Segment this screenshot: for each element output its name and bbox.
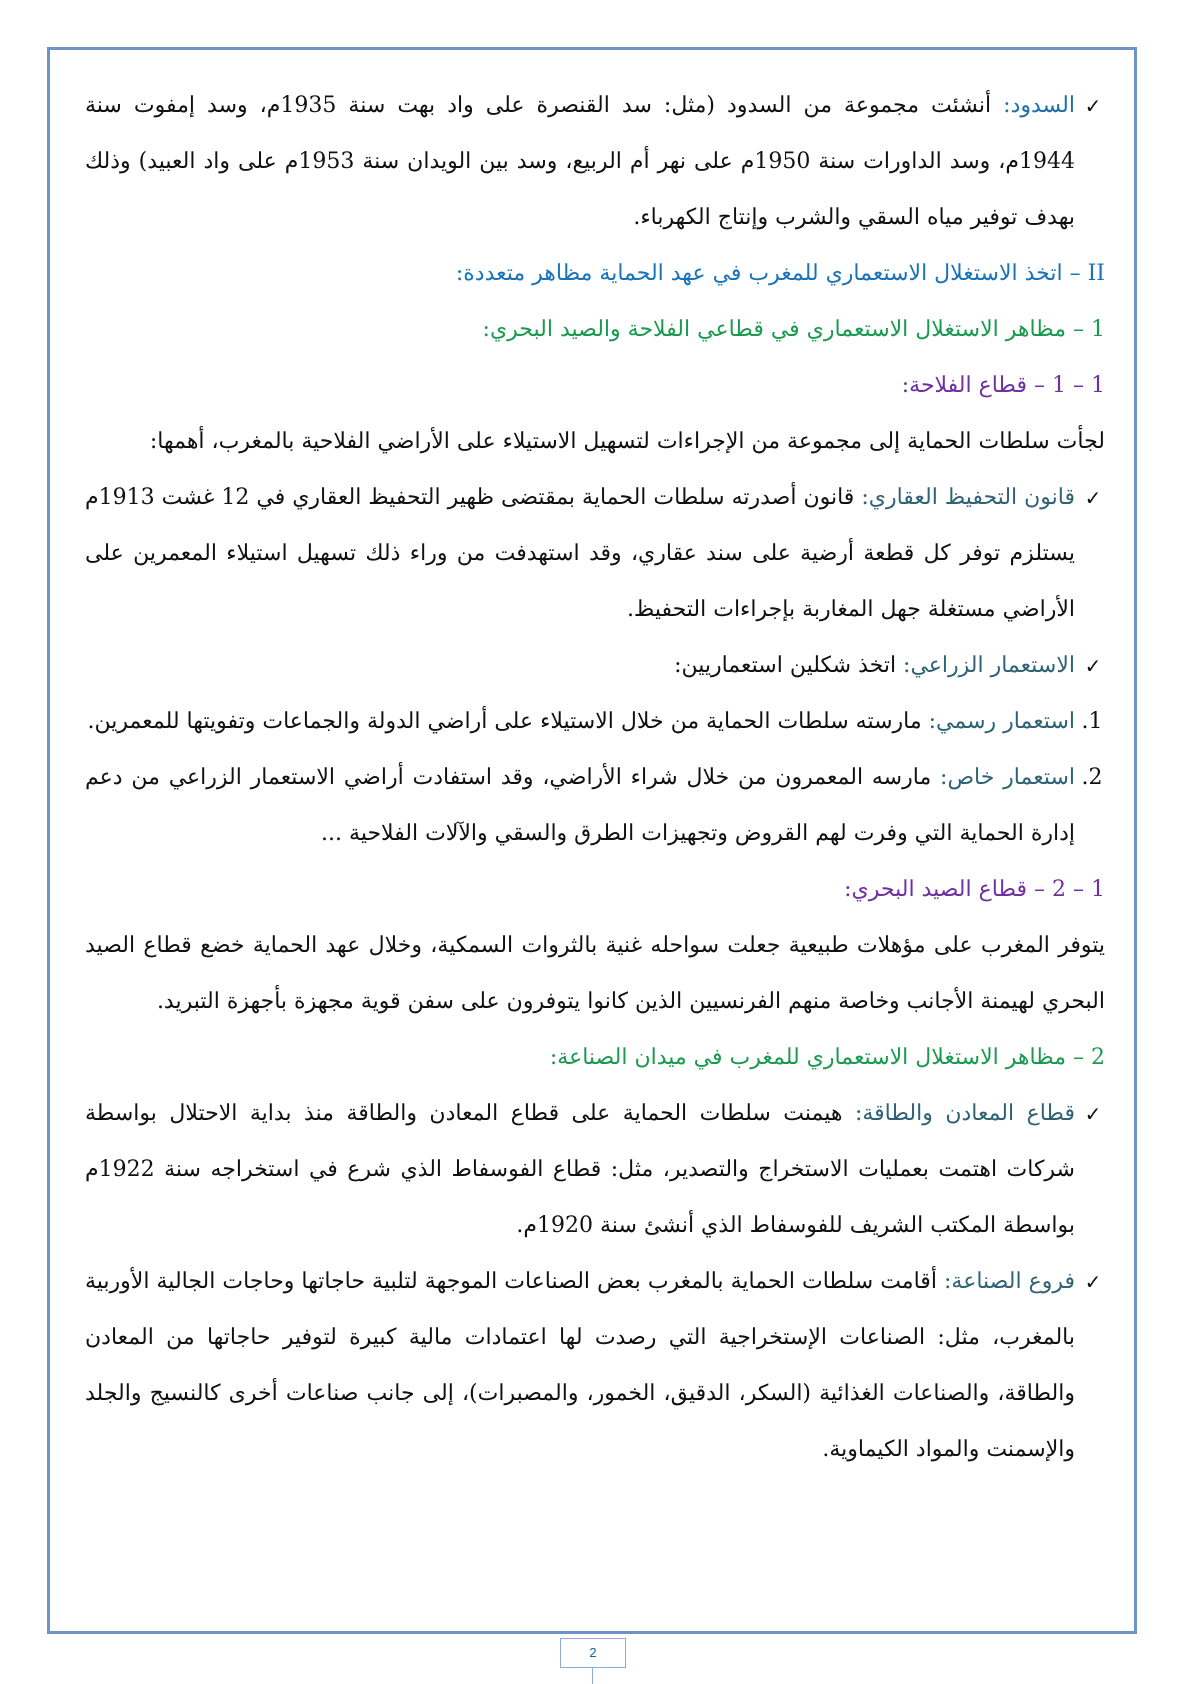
item-text: أقامت سلطات الحماية بالمغرب بعض الصناعات الموجهة لتلبية حاجاتها وحاجات الجالية الأوربية بالمغرب، مثل: الصناعات الإستخراجية التي رصدت لها اعتمادات مالية كبيرة لتوفير حاجاتها من المعادن والطاقة، والصناعات الغذائية (السكر، الدقيق، الخمور، والمصبرات)، إلى جانب صناعات أخرى كالنسيج والجلد والإسمنت والمواد الكيماوية.	[85, 1269, 1075, 1462]
item-term: السدود:	[1003, 93, 1075, 118]
section-heading: 1 – 2 – قطاع الصيد البحري:	[844, 877, 1105, 902]
item-term: قطاع المعادن والطاقة:	[854, 1101, 1075, 1126]
paragraph: لجأت سلطات الحماية إلى مجموعة من الإجراءات لتسهيل الاستيلاء على الأراضي الفلاحية بالمغرب، أهمها:	[149, 429, 1105, 454]
document-body	[85, 78, 1105, 1478]
numbered-item	[85, 694, 1105, 750]
section-heading: 1 – 1 – قطاع الفلاحة:	[901, 373, 1105, 398]
item-term: استعمار رسمي:	[928, 709, 1075, 734]
item-term: استعمار خاص:	[940, 765, 1076, 790]
checkmark-icon: ✓	[1084, 486, 1102, 510]
section-heading: II – اتخذ الاستغلال الاستعماري للمغرب في عهد الحماية مظاهر متعددة:	[455, 261, 1105, 286]
numbered-item	[85, 750, 1105, 862]
paragraph: يتوفر المغرب على مؤهلات طبيعية جعلت سواحله غنية بالثروات السمكية، وخلال عهد الحماية خضع قطاع الصيد البحري لهيمنة الأجانب وخاصة منهم الفرنسيين الذين كانوا يتوفرون على سفن قوية مجهزة بأجهزة التبريد.	[85, 933, 1105, 1014]
item-text: مارسه المعمرون من خلال شراء الأراضي، وقد استفادت أراضي الاستعمار الزراعي من دعم إدارة الحماية التي وفرت لهم القروض وتجهيزات الطرق والسقي والآلات الفلاحية ...	[85, 765, 1075, 846]
checkmark-icon: ✓	[1084, 654, 1102, 678]
checkmark-icon: ✓	[1084, 94, 1102, 118]
item-text: مارسته سلطات الحماية من خلال الاستيلاء على أراضي الدولة والجماعات وتفويتها للمعمرين.	[87, 709, 929, 734]
checklist-item	[85, 470, 1105, 638]
item-term: فروع الصناعة:	[943, 1269, 1076, 1294]
checkmark-icon: ✓	[1084, 1270, 1102, 1294]
section-heading: 2 – مظاهر الاستغلال الاستعماري للمغرب في ميدان الصناعة:	[549, 1045, 1105, 1070]
item-text: اتخذ شكلين استعماريين:	[674, 653, 904, 678]
item-term: قانون التحفيظ العقاري:	[861, 485, 1075, 510]
page-number-tick	[592, 1668, 593, 1684]
checklist-item	[85, 1086, 1105, 1254]
page-number: 2	[560, 1638, 626, 1668]
item-text: قانون أصدرته سلطات الحماية بمقتضى ظهير التحفيظ العقاري في 12 غشت 1913م يستلزم توفر كل قطعة أرضية على سند عقاري، وقد استهدفت من وراء ذلك تسهيل استيلاء المعمرين على الأراضي مستغلة جهل المغاربة بإجراءات التحفيظ.	[85, 485, 1075, 622]
section-heading: 1 – مظاهر الاستغلال الاستعماري في قطاعي الفلاحة والصيد البحري:	[482, 317, 1105, 342]
item-term: الاستعمار الزراعي:	[903, 653, 1075, 678]
item-number: 1.	[1081, 709, 1103, 734]
checklist-item	[85, 638, 1105, 694]
item-number: 2.	[1081, 765, 1103, 790]
item-text: هيمنت سلطات الحماية على قطاع المعادن والطاقة منذ بداية الاحتلال بواسطة شركات اهتمت بعمليات الاستخراج والتصدير، مثل: قطاع الفوسفاط الذي شرع في استخراجه سنة 1922م بواسطة المكتب الشريف للفوسفاط الذي أنشئ سنة 1920م.	[85, 1101, 1075, 1238]
checklist-item	[85, 1254, 1105, 1478]
checkmark-icon: ✓	[1084, 1102, 1102, 1126]
checklist-item	[85, 78, 1105, 246]
item-text: أنشئت مجموعة من السدود (مثل: سد القنصرة على واد بهت سنة 1935م، وسد إمفوت سنة 1944م، وسد الداورات سنة 1950م على نهر أم الربيع، وسد بين الويدان سنة 1953م على واد العبيد) وذلك بهدف توفير مياه السقي والشرب وإنتاج الكهرباء.	[85, 93, 1075, 230]
